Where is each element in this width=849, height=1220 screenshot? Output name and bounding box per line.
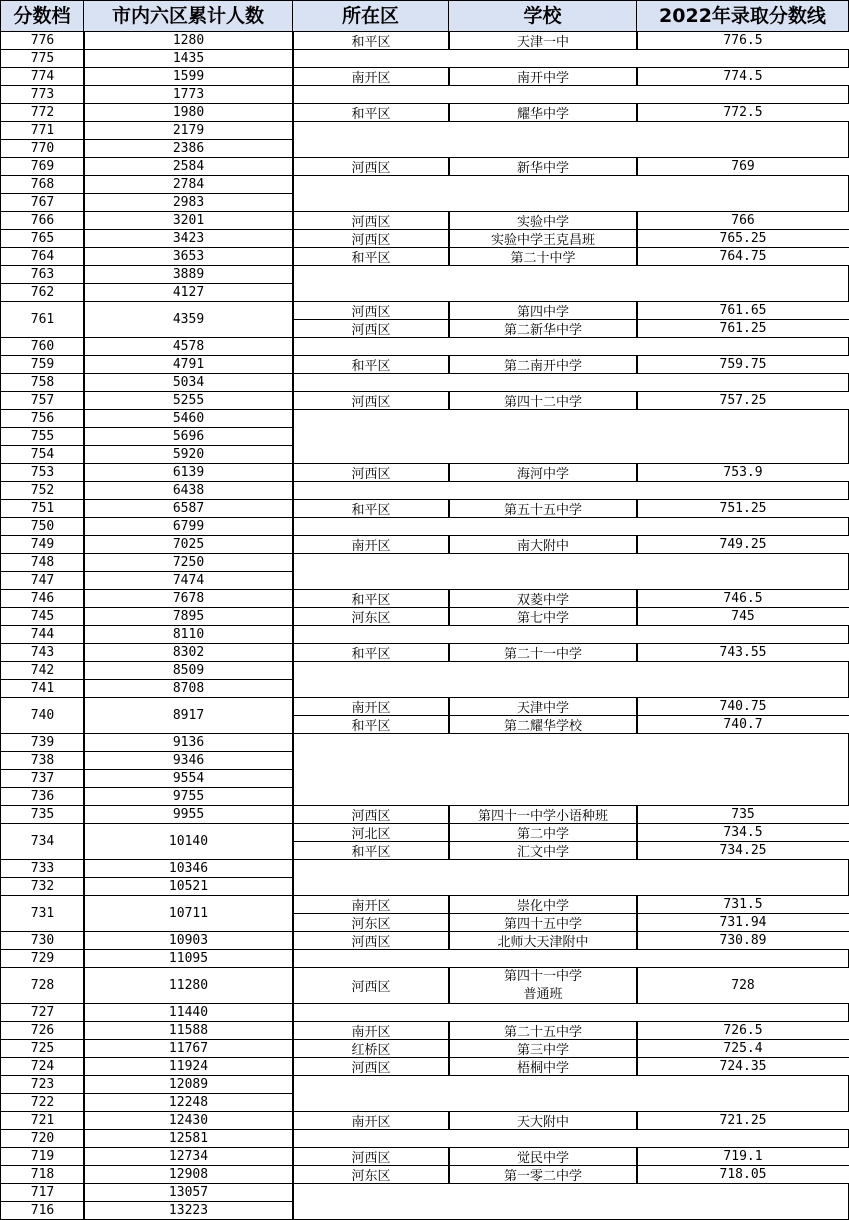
school-cell <box>448 967 638 1004</box>
score-line-cell: 751.25 <box>636 499 849 518</box>
score-line-cell: 725.4 <box>636 1039 849 1058</box>
count-cell: 9554 <box>83 769 294 788</box>
count-cell: 9955 <box>83 805 294 824</box>
school-cell: 第二十中学 <box>448 247 638 266</box>
score-line-cell: 730.89 <box>636 931 849 950</box>
count-cell: 12248 <box>83 1093 294 1112</box>
count-cell: 8110 <box>83 625 294 644</box>
empty-school-area <box>292 1003 849 1022</box>
count-cell: 8302 <box>83 643 294 662</box>
school-cell: 天津中学 <box>448 697 638 716</box>
school-cell: 新华中学 <box>448 157 638 176</box>
school-cell: 天大附中 <box>448 1111 638 1130</box>
score-cell: 727 <box>0 1003 85 1022</box>
district-cell: 河北区 <box>292 823 450 842</box>
count-cell: 5920 <box>83 445 294 464</box>
count-cell: 12908 <box>83 1165 294 1184</box>
score-cell: 765 <box>0 229 85 248</box>
score-cell: 742 <box>0 661 85 680</box>
score-cell: 725 <box>0 1039 85 1058</box>
count-cell: 12581 <box>83 1129 294 1148</box>
count-cell: 12430 <box>83 1111 294 1130</box>
score-line-cell: 721.25 <box>636 1111 849 1130</box>
empty-school-area <box>292 175 849 212</box>
score-cell: 719 <box>0 1147 85 1166</box>
count-cell: 13223 <box>83 1201 294 1220</box>
score-line-cell: 765.25 <box>636 229 849 248</box>
count-cell: 9136 <box>83 733 294 752</box>
count-cell: 7678 <box>83 589 294 608</box>
score-line-cell: 766 <box>636 211 849 230</box>
school-cell: 实验中学 <box>448 211 638 230</box>
score-line-cell: 734.5 <box>636 823 849 842</box>
count-cell: 12734 <box>83 1147 294 1166</box>
score-cell: 750 <box>0 517 85 536</box>
score-cell: 758 <box>0 373 85 392</box>
empty-school-area <box>292 859 849 896</box>
score-line-cell: 726.5 <box>636 1021 849 1040</box>
header-score-line: 2022年录取分数线 <box>636 0 849 32</box>
empty-school-area <box>292 337 849 356</box>
score-cell: 755 <box>0 427 85 446</box>
school-cell: 第四十二中学 <box>448 391 638 410</box>
header-cumulative-count: 市内六区累计人数 <box>83 0 293 32</box>
score-line-cell: 757.25 <box>636 391 849 410</box>
score-line-cell: 743.55 <box>636 643 849 662</box>
score-cell: 767 <box>0 193 85 212</box>
score-line-cell: 769 <box>636 157 849 176</box>
empty-school-area <box>292 661 849 698</box>
count-cell: 2386 <box>83 139 294 158</box>
score-cell: 732 <box>0 877 85 896</box>
score-cell: 744 <box>0 625 85 644</box>
district-cell: 河西区 <box>292 931 450 950</box>
score-cell: 766 <box>0 211 85 230</box>
count-cell: 7474 <box>83 571 294 590</box>
count-cell: 2179 <box>83 121 294 140</box>
school-cell: 崇化中学 <box>448 895 638 914</box>
score-cell: 748 <box>0 553 85 572</box>
count-cell: 5034 <box>83 373 294 392</box>
district-cell: 河西区 <box>292 301 450 320</box>
count-cell: 1773 <box>83 85 294 104</box>
empty-school-area <box>292 1129 849 1148</box>
score-cell: 720 <box>0 1129 85 1148</box>
count-cell: 1980 <box>83 103 294 122</box>
district-cell: 和平区 <box>292 355 450 374</box>
school-cell: 第五十五中学 <box>448 499 638 518</box>
score-line-cell: 761.65 <box>636 301 849 320</box>
score-cell: 723 <box>0 1075 85 1094</box>
score-line-cell: 746.5 <box>636 589 849 608</box>
school-cell: 第二新华中学 <box>448 319 638 338</box>
header-school: 学校 <box>448 0 637 32</box>
score-line-cell: 735 <box>636 805 849 824</box>
count-cell: 11924 <box>83 1057 294 1076</box>
count-cell: 8509 <box>83 661 294 680</box>
school-cell: 第二耀华学校 <box>448 715 638 734</box>
score-line-cell: 745 <box>636 607 849 626</box>
score-line-cell: 761.25 <box>636 319 849 338</box>
school-cell: 南大附中 <box>448 535 638 554</box>
score-line-cell: 719.1 <box>636 1147 849 1166</box>
count-cell: 6139 <box>83 463 294 482</box>
score-cell: 747 <box>0 571 85 590</box>
school-cell: 汇文中学 <box>448 841 638 860</box>
header-district: 所在区 <box>292 0 449 32</box>
score-line-cell: 731.5 <box>636 895 849 914</box>
count-cell: 6799 <box>83 517 294 536</box>
district-cell: 和平区 <box>292 643 450 662</box>
count-cell: 5255 <box>83 391 294 410</box>
score-cell: 752 <box>0 481 85 500</box>
district-cell: 和平区 <box>292 103 450 122</box>
count-cell: 5460 <box>83 409 294 428</box>
district-cell: 和平区 <box>292 715 450 734</box>
score-cell: 745 <box>0 607 85 626</box>
score-line-cell: 753.9 <box>636 463 849 482</box>
score-cell: 771 <box>0 121 85 140</box>
score-cell: 735 <box>0 805 85 824</box>
score-line-cell: 759.75 <box>636 355 849 374</box>
empty-school-area <box>292 409 849 464</box>
score-line-cell: 728 <box>636 967 849 1004</box>
count-cell: 3201 <box>83 211 294 230</box>
score-cell: 716 <box>0 1201 85 1220</box>
count-cell: 6587 <box>83 499 294 518</box>
district-cell: 河西区 <box>292 229 450 248</box>
score-cell: 749 <box>0 535 85 554</box>
score-cell: 774 <box>0 67 85 86</box>
score-cell: 759 <box>0 355 85 374</box>
count-cell: 2784 <box>83 175 294 194</box>
district-cell: 和平区 <box>292 31 450 50</box>
district-cell: 河西区 <box>292 211 450 230</box>
school-name-line1: 第四十一中学 <box>503 968 582 984</box>
district-cell: 河西区 <box>292 463 450 482</box>
empty-school-area <box>292 49 849 68</box>
count-cell: 3653 <box>83 247 294 266</box>
count-cell: 1435 <box>83 49 294 68</box>
school-cell: 实验中学王克昌班 <box>448 229 638 248</box>
score-cell: 753 <box>0 463 85 482</box>
count-cell: 10521 <box>83 877 294 896</box>
score-cell: 729 <box>0 949 85 968</box>
score-cell: 761 <box>0 301 85 338</box>
school-name-line2: 普通班 <box>523 986 563 1002</box>
district-cell: 河东区 <box>292 913 450 932</box>
school-cell: 第四十一中学小语种班 <box>448 805 638 824</box>
score-cell: 770 <box>0 139 85 158</box>
score-cell: 726 <box>0 1021 85 1040</box>
score-cell: 724 <box>0 1057 85 1076</box>
count-cell: 11440 <box>83 1003 294 1022</box>
district-cell: 河西区 <box>292 1057 450 1076</box>
district-cell: 南开区 <box>292 895 450 914</box>
count-cell: 7895 <box>83 607 294 626</box>
school-cell: 海河中学 <box>448 463 638 482</box>
count-cell: 10346 <box>83 859 294 878</box>
school-cell: 第二十五中学 <box>448 1021 638 1040</box>
district-cell: 河西区 <box>292 391 450 410</box>
empty-school-area <box>292 1075 849 1112</box>
count-cell: 2983 <box>83 193 294 212</box>
count-cell: 8917 <box>83 697 294 734</box>
score-cell: 757 <box>0 391 85 410</box>
empty-school-area <box>292 121 849 158</box>
count-cell: 13057 <box>83 1183 294 1202</box>
district-cell: 河西区 <box>292 805 450 824</box>
school-cell: 第二十一中学 <box>448 643 638 662</box>
empty-school-area <box>292 733 849 806</box>
district-cell: 河西区 <box>292 157 450 176</box>
count-cell: 11280 <box>83 967 294 1004</box>
count-cell: 11095 <box>83 949 294 968</box>
district-cell: 红桥区 <box>292 1039 450 1058</box>
school-cell: 耀华中学 <box>448 103 638 122</box>
score-cell: 768 <box>0 175 85 194</box>
score-line-cell: 734.25 <box>636 841 849 860</box>
district-cell: 和平区 <box>292 247 450 266</box>
score-cell: 736 <box>0 787 85 806</box>
count-cell: 3423 <box>83 229 294 248</box>
district-cell: 南开区 <box>292 697 450 716</box>
school-cell: 觉民中学 <box>448 1147 638 1166</box>
count-cell: 9346 <box>83 751 294 770</box>
score-cell: 743 <box>0 643 85 662</box>
score-cell: 756 <box>0 409 85 428</box>
district-cell: 河东区 <box>292 1165 450 1184</box>
count-cell: 7025 <box>83 535 294 554</box>
count-cell: 1599 <box>83 67 294 86</box>
district-cell: 河西区 <box>292 319 450 338</box>
school-cell: 第二南开中学 <box>448 355 638 374</box>
score-cell: 754 <box>0 445 85 464</box>
score-cell: 722 <box>0 1093 85 1112</box>
score-cell: 738 <box>0 751 85 770</box>
count-cell: 9755 <box>83 787 294 806</box>
score-cell: 741 <box>0 679 85 698</box>
score-line-cell: 740.7 <box>636 715 849 734</box>
score-cell: 760 <box>0 337 85 356</box>
district-cell: 南开区 <box>292 1021 450 1040</box>
district-cell: 河西区 <box>292 1147 450 1166</box>
score-cell: 731 <box>0 895 85 932</box>
empty-school-area <box>292 949 849 968</box>
empty-school-area <box>292 85 849 104</box>
school-cell: 第二中学 <box>448 823 638 842</box>
district-cell: 河西区 <box>292 967 450 1004</box>
score-cell: 728 <box>0 967 85 1004</box>
score-cell: 772 <box>0 103 85 122</box>
score-line-cell: 740.75 <box>636 697 849 716</box>
count-cell: 4359 <box>83 301 294 338</box>
school-cell: 天津一中 <box>448 31 638 50</box>
score-cell: 733 <box>0 859 85 878</box>
empty-school-area <box>292 625 849 644</box>
count-cell: 8708 <box>83 679 294 698</box>
header-score: 分数档 <box>0 0 84 32</box>
school-cell: 第七中学 <box>448 607 638 626</box>
score-cell: 717 <box>0 1183 85 1202</box>
district-cell: 南开区 <box>292 67 450 86</box>
score-cell: 734 <box>0 823 85 860</box>
score-cell: 751 <box>0 499 85 518</box>
empty-school-area <box>292 517 849 536</box>
count-cell: 10711 <box>83 895 294 932</box>
count-cell: 4127 <box>83 283 294 302</box>
empty-school-area <box>292 373 849 392</box>
score-line-cell: 724.35 <box>636 1057 849 1076</box>
score-cell: 740 <box>0 697 85 734</box>
score-line-cell: 764.75 <box>636 247 849 266</box>
count-cell: 3889 <box>83 265 294 284</box>
district-cell: 和平区 <box>292 499 450 518</box>
count-cell: 4791 <box>83 355 294 374</box>
score-line-cell: 731.94 <box>636 913 849 932</box>
count-cell: 11767 <box>83 1039 294 1058</box>
count-cell: 1280 <box>83 31 294 50</box>
score-cell: 764 <box>0 247 85 266</box>
school-cell: 第四十五中学 <box>448 913 638 932</box>
district-cell: 南开区 <box>292 1111 450 1130</box>
school-cell: 第三中学 <box>448 1039 638 1058</box>
count-cell: 5696 <box>83 427 294 446</box>
score-cell: 721 <box>0 1111 85 1130</box>
school-cell: 南开中学 <box>448 67 638 86</box>
score-line-cell: 774.5 <box>636 67 849 86</box>
count-cell: 7250 <box>83 553 294 572</box>
empty-school-area <box>292 553 849 590</box>
district-cell: 和平区 <box>292 841 450 860</box>
count-cell: 10903 <box>83 931 294 950</box>
count-cell: 4578 <box>83 337 294 356</box>
score-cell: 763 <box>0 265 85 284</box>
score-line-cell: 776.5 <box>636 31 849 50</box>
score-cell: 718 <box>0 1165 85 1184</box>
district-cell: 和平区 <box>292 589 450 608</box>
score-cell: 776 <box>0 31 85 50</box>
district-cell: 河东区 <box>292 607 450 626</box>
score-cell: 762 <box>0 283 85 302</box>
count-cell: 2584 <box>83 157 294 176</box>
school-cell: 第四中学 <box>448 301 638 320</box>
school-cell: 第一零二中学 <box>448 1165 638 1184</box>
score-cell: 773 <box>0 85 85 104</box>
score-cell: 730 <box>0 931 85 950</box>
score-cell: 739 <box>0 733 85 752</box>
school-cell: 北师大天津附中 <box>448 931 638 950</box>
score-cell: 775 <box>0 49 85 68</box>
score-cell: 737 <box>0 769 85 788</box>
score-cell: 769 <box>0 157 85 176</box>
score-line-cell: 772.5 <box>636 103 849 122</box>
score-line-cell: 718.05 <box>636 1165 849 1184</box>
empty-school-area <box>292 265 849 302</box>
district-cell: 南开区 <box>292 535 450 554</box>
count-cell: 12089 <box>83 1075 294 1094</box>
count-cell: 11588 <box>83 1021 294 1040</box>
empty-school-area <box>292 481 849 500</box>
count-cell: 6438 <box>83 481 294 500</box>
count-cell: 10140 <box>83 823 294 860</box>
score-line-cell: 749.25 <box>636 535 849 554</box>
empty-school-area <box>292 1183 849 1220</box>
school-cell: 梧桐中学 <box>448 1057 638 1076</box>
score-cell: 746 <box>0 589 85 608</box>
school-cell: 双菱中学 <box>448 589 638 608</box>
